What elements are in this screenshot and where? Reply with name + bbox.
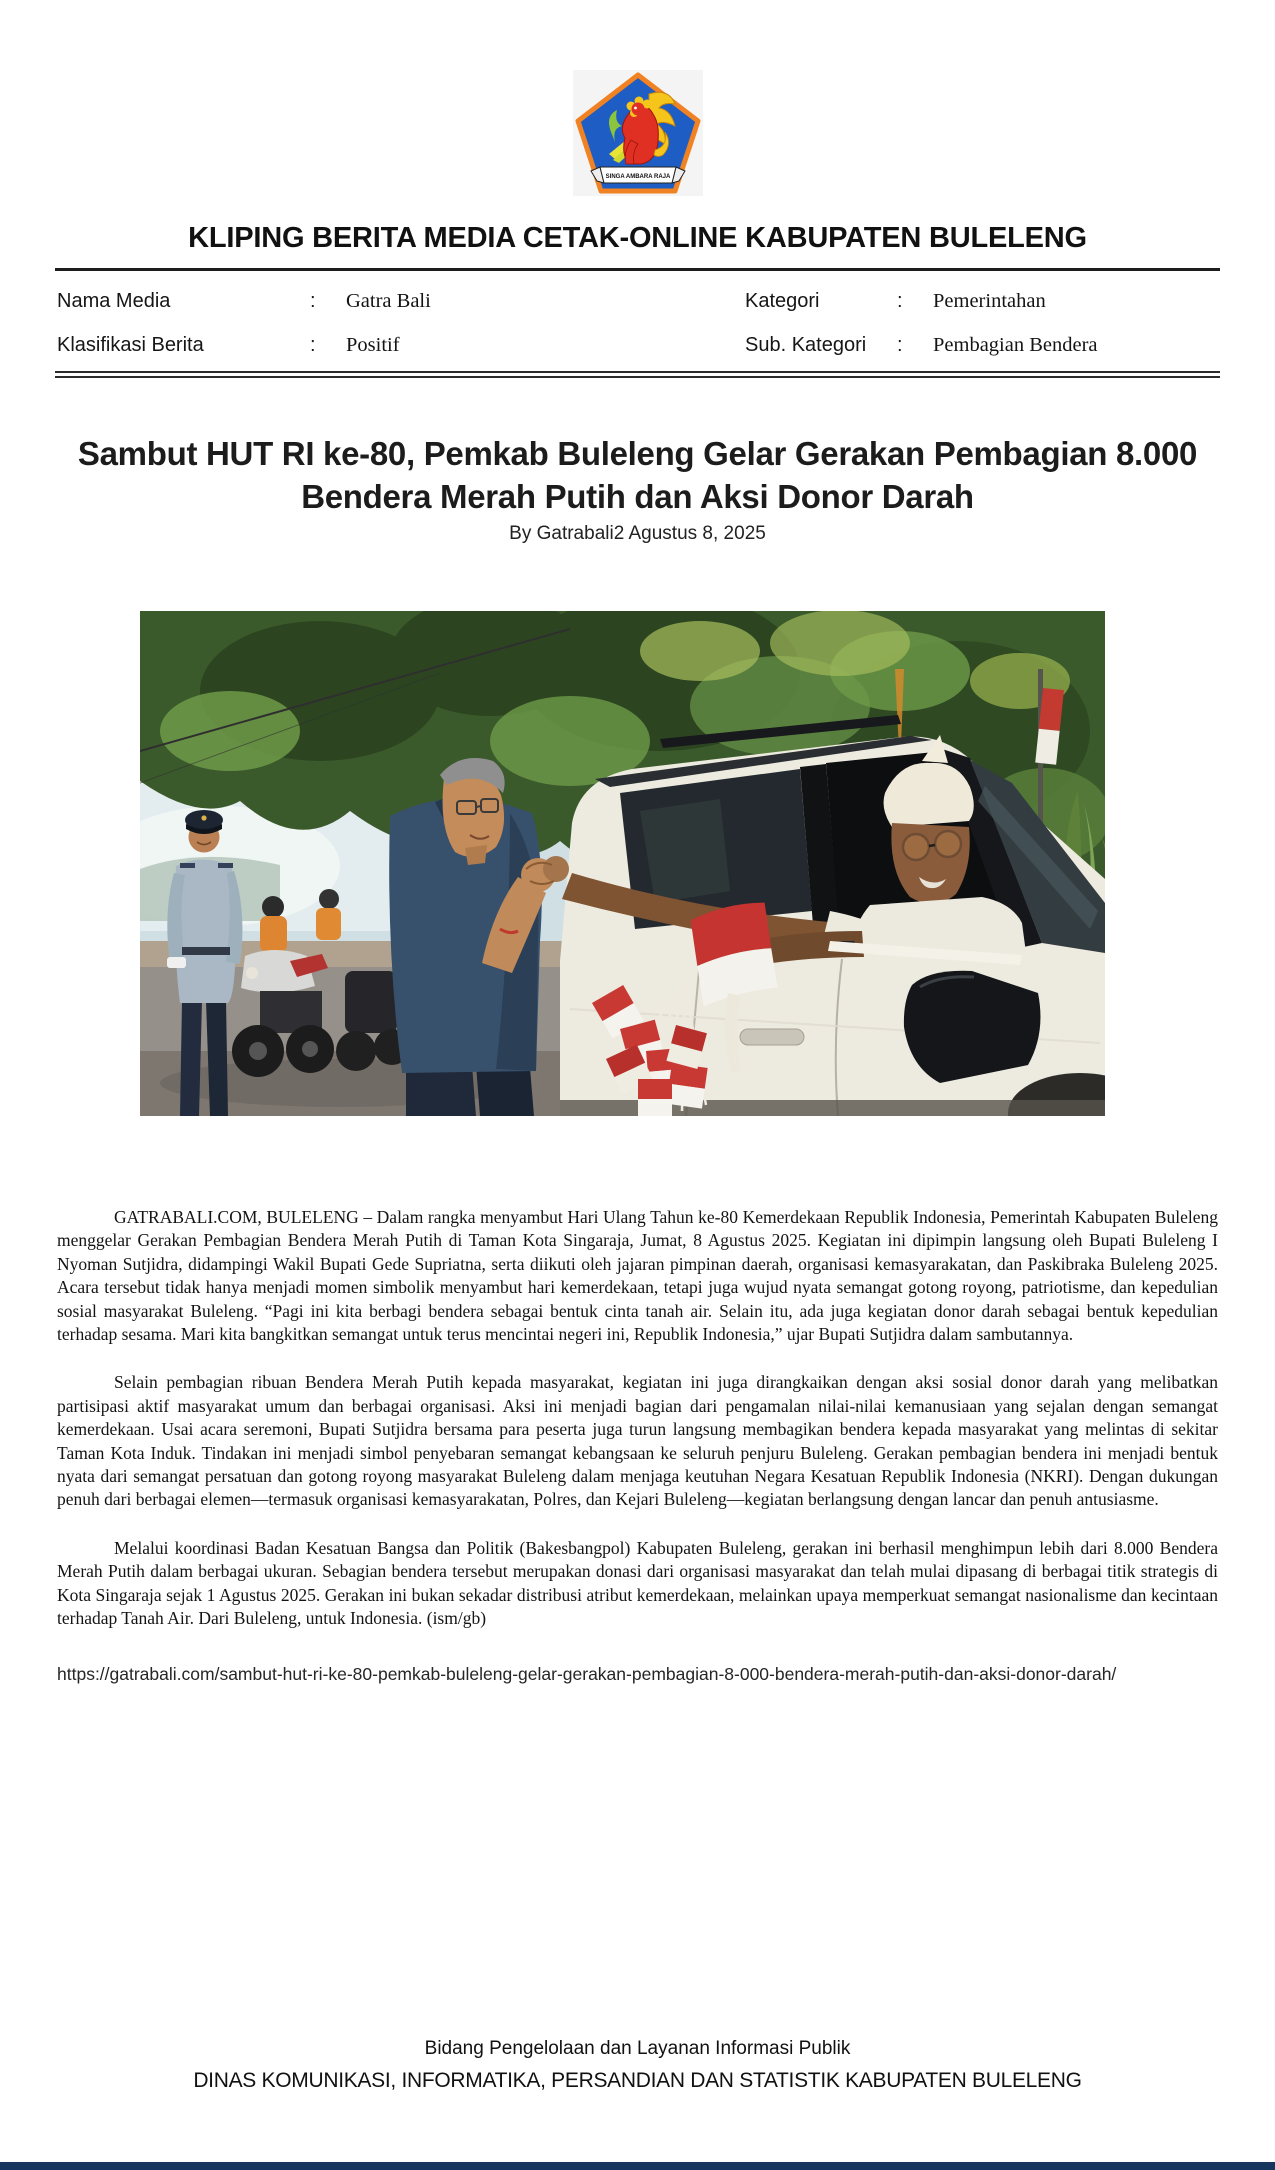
header-rule (55, 268, 1220, 271)
kategori-label: Kategori (745, 289, 820, 312)
article-photo (140, 611, 1105, 1116)
bottom-accent-bar (0, 2162, 1275, 2170)
page-title: KLIPING BERITA MEDIA CETAK-ONLINE KABUPATEN BULELENG (188, 222, 1087, 254)
article-byline: By Gatrabali2 Agustus 8, 2025 (509, 523, 766, 544)
paragraph-3: Melalui koordinasi Badan Kesatuan Bangsa dan Politik (Bakesbangpol) Kabupaten Buleleng, gerakan ini berhasil menghimpun lebih dari 8.000 Bendera Merah Putih dalam berbagai ukuran. Sebagian bendera tersebut merupakan donasi dari organisasi masyarakat dan telah mulai dipasang di berbagai titik strategis di Kota Singaraja sejak 1 Agustus 2025. Gerakan ini bukan sekadar distribusi atribut kemerdekaan, melainkan upaya memperkuat semangat nasionalisme dan kecintaan terhadap Tanah Air. Dari Buleleng, untuk Indonesia. (ism/gb) (57, 1537, 1218, 1629)
kategori-value: Pemerintahan (933, 289, 1046, 312)
footer-agency: DINAS KOMUNIKASI, INFORMATIKA, PERSANDIAN DAN STATISTIK KABUPATEN BULELENG (193, 2069, 1082, 2092)
nama-media-value: Gatra Bali (346, 289, 431, 312)
colon: : (310, 289, 316, 312)
article-source-url[interactable]: https://gatrabali.com/sambut-hut-ri-ke-80-pemkab-buleleng-gelar-gerakan-pembagian-8-000-bendera-merah-putih-dan-aksi-donor-darah/ (57, 1663, 1117, 1684)
page-footer (0, 2038, 1275, 2093)
kliping-page (0, 70, 1275, 2170)
colon: : (310, 333, 316, 356)
klasifikasi-label: Klasifikasi Berita (57, 333, 204, 356)
paragraph-2: Selain pembagian ribuan Bendera Merah Putih kepada masyarakat, kegiatan ini juga dirangkaikan dengan aksi sosial donor darah yang melibatkan partisipasi aktif masyarakat umum dan berbagai organisasi. Aksi ini menjadi bagian dari pengamalan nilai-nilai kemanusiaan yang sejalan dengan semangat kemerdekaan. Usai acara seremoni, Bupati Sutjidra bersama para peserta juga turun langsung membagikan bendera kepada masyarakat yang melintas di sekitar Taman Kota Induk. Tindakan ini menjadi simbol penyebaran semangat kebangsaan ke seluruh penjuru Buleleng. Gerakan pembagian bendera ini menjadi bentuk nyata dari semangat persatuan dan gotong royong masyarakat Buleleng dalam menjaga keutuhan Negara Kesatuan Republik Indonesia (NKRI). Dengan dukungan penuh dari berbagai elemen—termasuk organisasi kemasyarakatan, Polres, dan Kejari Buleleng—kegiatan berlangsung dengan lancar dan penuh antusiasme. (57, 1372, 1218, 1510)
nama-media-label: Nama Media (57, 289, 171, 312)
paragraph-1: GATRABALI.COM, BULELENG – Dalam rangka menyambut Hari Ulang Tahun ke-80 Kemerdekaan Republik Indonesia, Pemerintah Kabupaten Buleleng menggelar Gerakan Pembagian Bendera Merah Putih di Taman Kota Singaraja, Jumat, 8 Agustus 2025. Kegiatan ini dipimpin langsung oleh Bupati Buleleng I Nyoman Sutjidra, didampingi Wakil Bupati Gede Supriatna, serta diikuti oleh jajaran pimpinan daerah, organisasi kemasyarakatan, dan Paskibraka Buleleng 2025. Acara tersebut tidak hanya menjadi momen simbolik menyambut hari kemerdekaan, tetapi juga wujud nyata semangat gotong royong, patriotisme, dan kepedulian sosial masyarakat Buleleng. “Pagi ini kita berbagi bendera sebagai bentuk cinta tanah air. Selain itu, ada juga kegiatan donor darah sebagai bentuk kepedulian terhadap sesama. Mari kita bangkitkan semangat untuk terus mencintai negeri ini, Republik Indonesia,” ujar Bupati Sutjidra dalam sambutannya. (57, 1207, 1218, 1345)
klasifikasi-value: Positif (346, 333, 400, 356)
article-body (57, 1206, 1218, 1631)
singa-ambara-raja-crest-icon (573, 70, 703, 196)
metadata-table (57, 279, 1218, 367)
crest-banner-text: SINGA AMBARA RAJA (605, 174, 670, 180)
bupati-figure (389, 758, 546, 1116)
meta-row-nama-media (57, 279, 745, 323)
footer-division: Bidang Pengelolaan dan Layanan Informasi Publik (424, 2038, 851, 2059)
colon: : (897, 289, 903, 312)
sub-kategori-label: Sub. Kategori (745, 333, 867, 356)
flag-handover-photo-illustration (140, 611, 1105, 1116)
article-title: Sambut HUT RI ke-80, Pemkab Buleleng Gelar Gerakan Pembagian 8.000 Bendera Merah Putih dan Aksi Donor Darah (77, 435, 1198, 515)
sub-kategori-value: Pembagian Bendera (933, 333, 1098, 356)
meta-row-kategori (745, 279, 1218, 323)
colon: : (897, 333, 903, 356)
meta-row-sub-kategori (745, 323, 1218, 367)
meta-row-klasifikasi (57, 323, 745, 367)
buleleng-crest-logo (573, 70, 703, 196)
metadata-rule (55, 371, 1220, 378)
